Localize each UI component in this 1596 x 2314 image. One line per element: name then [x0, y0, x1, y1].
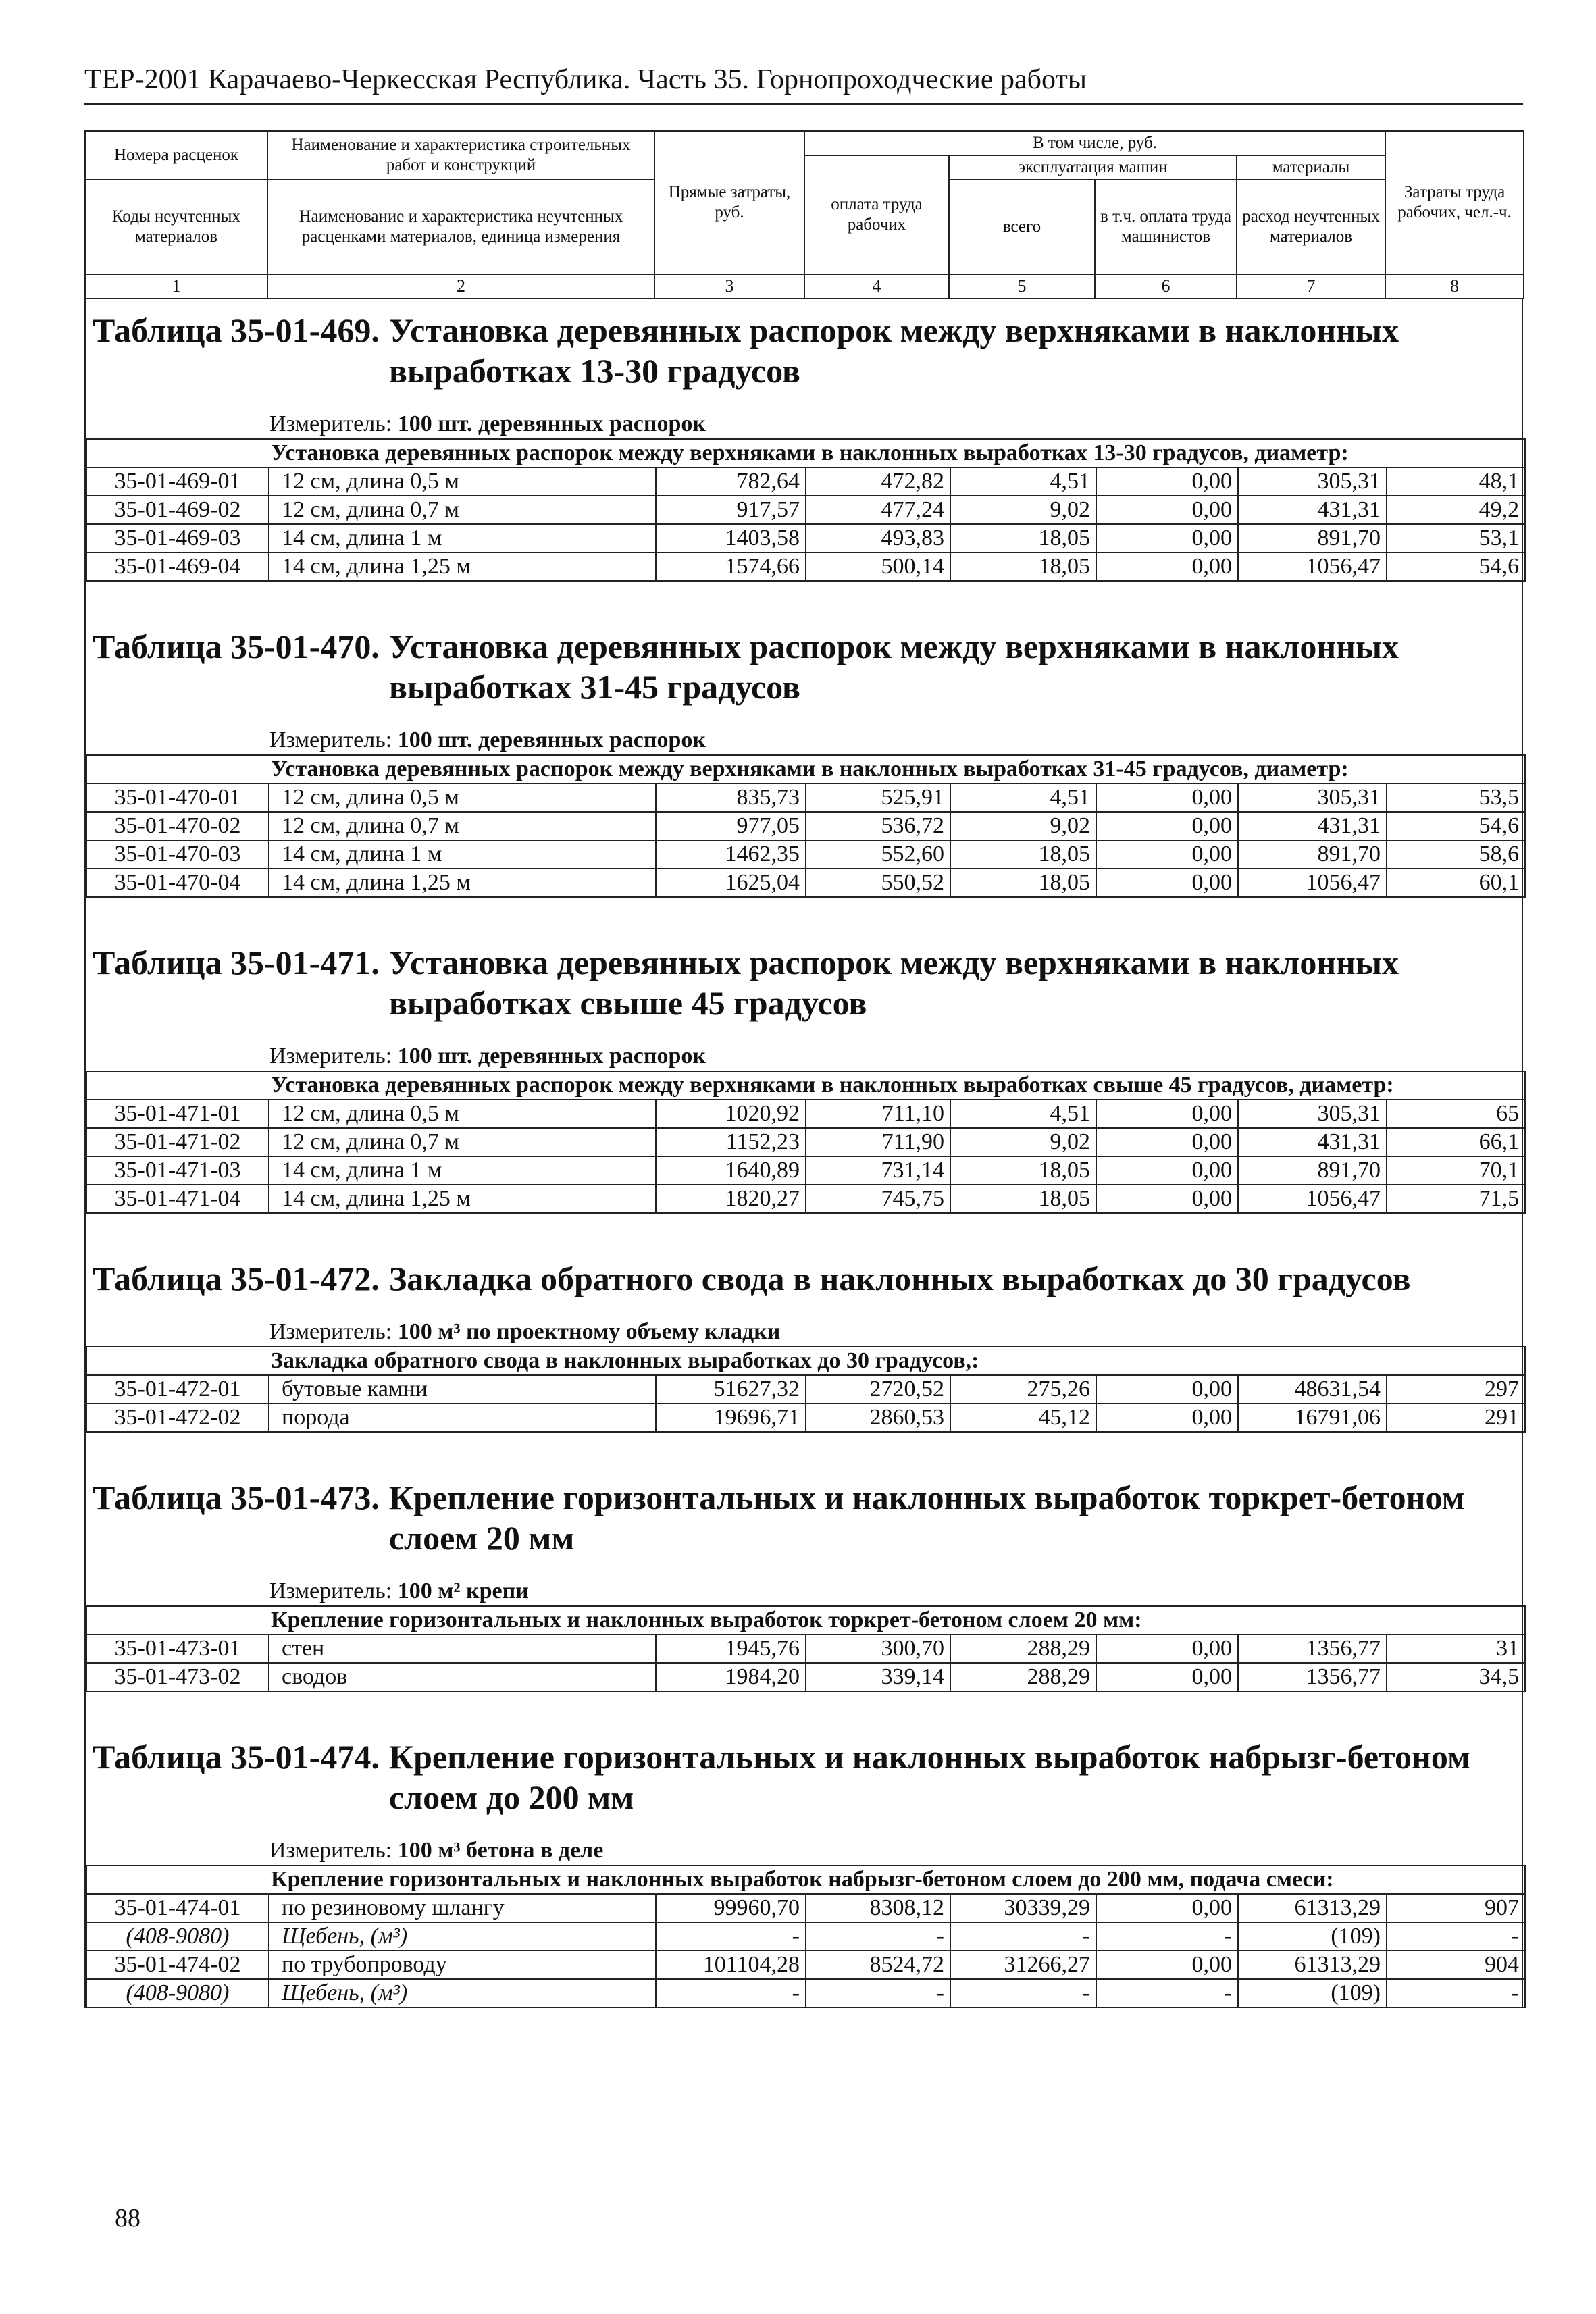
- direct-costs: 1403,58: [656, 524, 806, 552]
- table-number: Таблица 35-01-472.: [93, 1260, 380, 1297]
- materials-cost: 1056,47: [1238, 869, 1387, 897]
- rates-table: [86, 1346, 1526, 1433]
- machines-total: 288,29: [950, 1663, 1096, 1691]
- group-row: [86, 1606, 1525, 1635]
- machinists-wages: 0,00: [1096, 496, 1238, 524]
- measure-line: [86, 1023, 1522, 1071]
- section-spacer: [84, 898, 1523, 931]
- machinists-wages: 0,00: [1096, 1375, 1238, 1404]
- work-name: 14 см, длина 1,25 м: [269, 552, 656, 581]
- rate-code: 35-01-470-01: [86, 783, 269, 812]
- rate-code: 35-01-470-03: [86, 840, 269, 869]
- table-heading: [86, 1248, 1522, 1299]
- machinists-wages: 0,00: [1096, 1894, 1238, 1922]
- labor-hours: 291: [1387, 1404, 1525, 1432]
- machines-total: 18,05: [950, 1156, 1096, 1185]
- rate-code: 35-01-474-02: [86, 1951, 269, 1979]
- direct-costs: -: [656, 1922, 806, 1951]
- machinists-wages: 0,00: [1096, 1663, 1238, 1691]
- group-caption: Установка деревянных распорок между верхняками в наклонных выработках 31-45 градусов, диаметр:: [86, 755, 1525, 783]
- section-spacer: [84, 582, 1523, 615]
- table-number: Таблица 35-01-471.: [93, 944, 380, 981]
- machinists-wages: 0,00: [1096, 467, 1238, 496]
- table-row: [86, 1951, 1525, 1979]
- machinists-wages: 0,00: [1096, 1156, 1238, 1185]
- rates-table: [86, 1605, 1526, 1692]
- labor-hours: 904: [1387, 1951, 1525, 1979]
- group-row: [86, 755, 1525, 783]
- group-caption: Установка деревянных распорок между верхняками в наклонных выработках 13-30 градусов, диаметр:: [86, 439, 1525, 467]
- labor-hours: 60,1: [1387, 869, 1525, 897]
- measure-unit: 100 шт. деревянных распорок: [397, 727, 706, 752]
- section-spacer: [84, 1433, 1523, 1466]
- measure-prefix: Измеритель:: [269, 1578, 398, 1603]
- machines-total: 30339,29: [950, 1894, 1096, 1922]
- measure-unit: 100 шт. деревянных распорок: [397, 411, 706, 436]
- group-caption: Крепление горизонтальных и наклонных выработок набрызг-бетоном слоем до 200 мм, подача смеси:: [86, 1866, 1525, 1894]
- group-caption: Крепление горизонтальных и наклонных выработок торкрет-бетоном слоем 20 мм:: [86, 1606, 1525, 1635]
- labor-hours: 71,5: [1387, 1185, 1525, 1213]
- wages: 8308,12: [806, 1894, 950, 1922]
- column-number: 4: [804, 274, 949, 299]
- header-wages: оплата труда рабочих: [804, 155, 949, 274]
- machinists-wages: 0,00: [1096, 869, 1238, 897]
- column-numbers-row: [85, 274, 1524, 299]
- table-number: Таблица 35-01-474.: [93, 1738, 380, 1776]
- table-number: Таблица 35-01-470.: [93, 627, 380, 665]
- materials-cost: 431,31: [1238, 812, 1387, 840]
- machinists-wages: 0,00: [1096, 524, 1238, 552]
- table-row: [86, 467, 1525, 496]
- direct-costs: 1820,27: [656, 1185, 806, 1213]
- wages: 2720,52: [806, 1375, 950, 1404]
- header-codes-bottom: Коды неучтенных материалов: [85, 180, 267, 274]
- header-incl-group: В том числе, руб.: [804, 131, 1385, 155]
- machines-total: 275,26: [950, 1375, 1096, 1404]
- wages: 550,52: [806, 869, 950, 897]
- machines-total: 18,05: [950, 524, 1096, 552]
- labor-hours: 49,2: [1387, 496, 1525, 524]
- wages: 477,24: [806, 496, 950, 524]
- measure-prefix: Измеритель:: [269, 727, 398, 752]
- header-name-top: Наименование и характеристика строительных работ и конструкций: [267, 131, 654, 180]
- labor-hours: 53,5: [1387, 783, 1525, 812]
- measure-prefix: Измеритель:: [269, 1044, 398, 1069]
- section-spacer: [84, 1214, 1523, 1248]
- group-caption: Установка деревянных распорок между верхняками в наклонных выработках свыше 45 градусов, диаметр:: [86, 1071, 1525, 1100]
- labor-hours: 48,1: [1387, 467, 1525, 496]
- running-head: ТЕР-2001 Карачаево-Черкесская Республика. Часть 35. Горнопроходческие работы: [84, 61, 1523, 105]
- rate-code: 35-01-471-02: [86, 1128, 269, 1156]
- header-machinists-wages: в т.ч. оплата труда машинистов: [1095, 180, 1237, 274]
- direct-costs: 1020,92: [656, 1100, 806, 1128]
- table-row: [86, 1635, 1525, 1663]
- tables-container: [84, 299, 1523, 2008]
- measure-line: [86, 391, 1522, 438]
- machines-total: 4,51: [950, 1100, 1096, 1128]
- work-name: бутовые камни: [269, 1375, 656, 1404]
- column-number: 7: [1237, 274, 1385, 299]
- direct-costs: 101104,28: [656, 1951, 806, 1979]
- machines-total: 18,05: [950, 840, 1096, 869]
- materials-cost: 305,31: [1238, 783, 1387, 812]
- work-name: 14 см, длина 1 м: [269, 524, 656, 552]
- measure-prefix: Измеритель:: [269, 1838, 398, 1863]
- materials-cost: 1356,77: [1238, 1663, 1387, 1691]
- work-name: 14 см, длина 1,25 м: [269, 1185, 656, 1213]
- direct-costs: 99960,70: [656, 1894, 806, 1922]
- page-number: 88: [115, 2204, 140, 2232]
- wages: 300,70: [806, 1635, 950, 1663]
- machines-total: 9,02: [950, 1128, 1096, 1156]
- table-heading: [86, 931, 1522, 1023]
- section-spacer: [84, 1692, 1523, 1726]
- machines-total: -: [950, 1979, 1096, 2007]
- machines-total: 9,02: [950, 496, 1096, 524]
- rate-code: 35-01-469-04: [86, 552, 269, 581]
- column-number: 2: [267, 274, 654, 299]
- work-name: сводов: [269, 1663, 656, 1691]
- rates-table: [86, 754, 1526, 898]
- direct-costs: 1574,66: [656, 552, 806, 581]
- measure-unit: 100 м³ бетона в деле: [397, 1838, 604, 1863]
- wages: 472,82: [806, 467, 950, 496]
- norm-table-section: [84, 1248, 1523, 1433]
- direct-costs: 1462,35: [656, 840, 806, 869]
- machines-total: 31266,27: [950, 1951, 1096, 1979]
- table-row: [86, 1922, 1525, 1951]
- labor-hours: 54,6: [1387, 812, 1525, 840]
- rate-code: 35-01-471-03: [86, 1156, 269, 1185]
- labor-hours: 31: [1387, 1635, 1525, 1663]
- rate-code: 35-01-471-04: [86, 1185, 269, 1213]
- labor-hours: 70,1: [1387, 1156, 1525, 1185]
- table-row: [86, 1404, 1525, 1432]
- table-title: Крепление горизонтальных и наклонных выработок набрызг-бетоном слоем до 200 мм: [388, 1738, 1470, 1816]
- labor-hours: 297: [1387, 1375, 1525, 1404]
- direct-costs: 977,05: [656, 812, 806, 840]
- column-number: 6: [1095, 274, 1237, 299]
- table-row: [86, 1375, 1525, 1404]
- column-number: 3: [654, 274, 804, 299]
- direct-costs: -: [656, 1979, 806, 2007]
- table-row: [86, 1894, 1525, 1922]
- direct-costs: 1625,04: [656, 869, 806, 897]
- materials-cost: 1356,77: [1238, 1635, 1387, 1663]
- machinists-wages: 0,00: [1096, 552, 1238, 581]
- header-machines-total: всего: [949, 180, 1095, 274]
- work-name: по резиновому шлангу: [269, 1894, 656, 1922]
- wages: 339,14: [806, 1663, 950, 1691]
- materials-cost: 891,70: [1238, 840, 1387, 869]
- table-heading: [86, 1726, 1522, 1818]
- column-number: 8: [1385, 274, 1524, 299]
- labor-hours: -: [1387, 1979, 1525, 2007]
- table-row: [86, 524, 1525, 552]
- materials-cost: (109): [1238, 1979, 1387, 2007]
- measure-line: [86, 1558, 1522, 1605]
- measure-line: [86, 707, 1522, 754]
- direct-costs: 835,73: [656, 783, 806, 812]
- header-machines: эксплуатация машин: [949, 155, 1237, 180]
- materials-cost: 48631,54: [1238, 1375, 1387, 1404]
- direct-costs: 51627,32: [656, 1375, 806, 1404]
- rate-code: 35-01-469-01: [86, 467, 269, 496]
- machinists-wages: 0,00: [1096, 1185, 1238, 1213]
- machinists-wages: 0,00: [1096, 812, 1238, 840]
- work-name: по трубопроводу: [269, 1951, 656, 1979]
- machinists-wages: 0,00: [1096, 1128, 1238, 1156]
- machines-total: -: [950, 1922, 1096, 1951]
- labor-hours: -: [1387, 1922, 1525, 1951]
- table-row: [86, 1128, 1525, 1156]
- wages: 731,14: [806, 1156, 950, 1185]
- work-name: стен: [269, 1635, 656, 1663]
- measure-line: [86, 1299, 1522, 1346]
- norm-table-section: [84, 931, 1523, 1214]
- norm-table-section: [84, 1466, 1523, 1692]
- work-name: порода: [269, 1404, 656, 1432]
- measure-unit: 100 м³ по проектному объему кладки: [397, 1319, 781, 1344]
- table-row: [86, 869, 1525, 897]
- direct-costs: 782,64: [656, 467, 806, 496]
- table-title: Крепление горизонтальных и наклонных выработок торкрет-бетоном слоем 20 мм: [388, 1479, 1465, 1557]
- wages: 525,91: [806, 783, 950, 812]
- column-number: 5: [949, 274, 1095, 299]
- labor-hours: 58,6: [1387, 840, 1525, 869]
- wages: -: [806, 1979, 950, 2007]
- work-name: 12 см, длина 0,7 м: [269, 812, 656, 840]
- work-name: 12 см, длина 0,5 м: [269, 1100, 656, 1128]
- group-row: [86, 1866, 1525, 1894]
- materials-cost: 1056,47: [1238, 1185, 1387, 1213]
- measure-line: [86, 1818, 1522, 1865]
- group-row: [86, 439, 1525, 467]
- machines-total: 18,05: [950, 1185, 1096, 1213]
- table-row: [86, 1100, 1525, 1128]
- work-name: 12 см, длина 0,5 м: [269, 783, 656, 812]
- rate-code: 35-01-469-03: [86, 524, 269, 552]
- measure-unit: 100 м² крепи: [397, 1578, 529, 1603]
- labor-hours: 65: [1387, 1100, 1525, 1128]
- materials-cost: 431,31: [1238, 496, 1387, 524]
- materials-cost: 305,31: [1238, 1100, 1387, 1128]
- table-number: Таблица 35-01-469.: [93, 311, 380, 349]
- rates-table: [86, 1865, 1526, 2008]
- work-name: 12 см, длина 0,7 м: [269, 496, 656, 524]
- direct-costs: 1945,76: [656, 1635, 806, 1663]
- wages: 711,90: [806, 1128, 950, 1156]
- rates-table: [86, 1071, 1526, 1214]
- machines-total: 4,51: [950, 783, 1096, 812]
- header-unaccounted-materials: расход неучтенных материалов: [1237, 180, 1385, 274]
- table-title: Закладка обратного свода в наклонных выработках до 30 градусов: [388, 1260, 1411, 1297]
- header-labor: Затраты труда рабочих, чел.-ч.: [1385, 131, 1524, 274]
- rates-table: [86, 438, 1526, 582]
- rate-code: 35-01-472-02: [86, 1404, 269, 1432]
- materials-cost: 16791,06: [1238, 1404, 1387, 1432]
- rate-code: 35-01-472-01: [86, 1375, 269, 1404]
- machinists-wages: -: [1096, 1922, 1238, 1951]
- table-heading: [86, 615, 1522, 707]
- materials-cost: 305,31: [1238, 467, 1387, 496]
- table-row: [86, 552, 1525, 581]
- table-title: Установка деревянных распорок между верхняками в наклонных выработках 13-30 градусов: [388, 311, 1399, 390]
- work-name: Щебень, (м³): [269, 1922, 656, 1951]
- table-row: [86, 496, 1525, 524]
- direct-costs: 19696,71: [656, 1404, 806, 1432]
- norm-table-section: [84, 1726, 1523, 2008]
- machinists-wages: 0,00: [1096, 1404, 1238, 1432]
- labor-hours: 53,1: [1387, 524, 1525, 552]
- machinists-wages: 0,00: [1096, 1100, 1238, 1128]
- labor-hours: 907: [1387, 1894, 1525, 1922]
- direct-costs: 1984,20: [656, 1663, 806, 1691]
- work-name: 14 см, длина 1 м: [269, 1156, 656, 1185]
- direct-costs: 1640,89: [656, 1156, 806, 1185]
- wages: 536,72: [806, 812, 950, 840]
- measure-prefix: Измеритель:: [269, 1319, 398, 1344]
- wages: 500,14: [806, 552, 950, 581]
- measure-prefix: Измеритель:: [269, 411, 398, 436]
- rate-code: (408-9080): [86, 1979, 269, 2007]
- materials-cost: (109): [1238, 1922, 1387, 1951]
- labor-hours: 66,1: [1387, 1128, 1525, 1156]
- materials-cost: 1056,47: [1238, 552, 1387, 581]
- direct-costs: 1152,23: [656, 1128, 806, 1156]
- machinists-wages: 0,00: [1096, 1951, 1238, 1979]
- machines-total: 288,29: [950, 1635, 1096, 1663]
- table-row: [86, 840, 1525, 869]
- wages: -: [806, 1922, 950, 1951]
- group-row: [86, 1347, 1525, 1375]
- work-name: 14 см, длина 1 м: [269, 840, 656, 869]
- table-row: [86, 783, 1525, 812]
- wages: 745,75: [806, 1185, 950, 1213]
- materials-cost: 61313,29: [1238, 1951, 1387, 1979]
- wages: 8524,72: [806, 1951, 950, 1979]
- group-row: [86, 1071, 1525, 1100]
- materials-cost: 891,70: [1238, 1156, 1387, 1185]
- rate-code: 35-01-473-02: [86, 1663, 269, 1691]
- header-direct-costs: Прямые затраты, руб.: [654, 131, 804, 274]
- table-heading: [86, 1466, 1522, 1558]
- column-header-table: [84, 130, 1524, 299]
- work-name: 12 см, длина 0,5 м: [269, 467, 656, 496]
- header-materials: материалы: [1237, 155, 1385, 180]
- table-number: Таблица 35-01-473.: [93, 1479, 380, 1516]
- table-title: Установка деревянных распорок между верхняками в наклонных выработках свыше 45 градусов: [388, 944, 1399, 1022]
- column-number: 1: [85, 274, 267, 299]
- machines-total: 4,51: [950, 467, 1096, 496]
- table-row: [86, 1979, 1525, 2007]
- table-title: Установка деревянных распорок между верхняками в наклонных выработках 31-45 градусов: [388, 627, 1399, 706]
- machinists-wages: 0,00: [1096, 840, 1238, 869]
- machinists-wages: -: [1096, 1979, 1238, 2007]
- norm-table-section: [84, 299, 1523, 582]
- wages: 552,60: [806, 840, 950, 869]
- labor-hours: 54,6: [1387, 552, 1525, 581]
- rate-code: 35-01-470-02: [86, 812, 269, 840]
- materials-cost: 61313,29: [1238, 1894, 1387, 1922]
- header-codes-top: Номера расценок: [85, 131, 267, 180]
- wages: 711,10: [806, 1100, 950, 1128]
- table-row: [86, 1663, 1525, 1691]
- machines-total: 18,05: [950, 869, 1096, 897]
- table-row: [86, 812, 1525, 840]
- materials-cost: 431,31: [1238, 1128, 1387, 1156]
- work-name: 12 см, длина 0,7 м: [269, 1128, 656, 1156]
- header-name-bottom: Наименование и характеристика неучтенных расценками материалов, единица измерения: [267, 180, 654, 274]
- machines-total: 45,12: [950, 1404, 1096, 1432]
- table-row: [86, 1185, 1525, 1213]
- materials-cost: 891,70: [1238, 524, 1387, 552]
- page: [84, 61, 1523, 2008]
- direct-costs: 917,57: [656, 496, 806, 524]
- rate-code: 35-01-469-02: [86, 496, 269, 524]
- wages: 2860,53: [806, 1404, 950, 1432]
- work-name: Щебень, (м³): [269, 1979, 656, 2007]
- rate-code: (408-9080): [86, 1922, 269, 1951]
- group-caption: Закладка обратного свода в наклонных выработках до 30 градусов,:: [86, 1347, 1525, 1375]
- measure-unit: 100 шт. деревянных распорок: [397, 1044, 706, 1069]
- machines-total: 9,02: [950, 812, 1096, 840]
- machines-total: 18,05: [950, 552, 1096, 581]
- rate-code: 35-01-471-01: [86, 1100, 269, 1128]
- work-name: 14 см, длина 1,25 м: [269, 869, 656, 897]
- rate-code: 35-01-473-01: [86, 1635, 269, 1663]
- labor-hours: 34,5: [1387, 1663, 1525, 1691]
- norm-table-section: [84, 615, 1523, 898]
- wages: 493,83: [806, 524, 950, 552]
- table-heading: [86, 299, 1522, 391]
- rate-code: 35-01-470-04: [86, 869, 269, 897]
- machinists-wages: 0,00: [1096, 1635, 1238, 1663]
- rate-code: 35-01-474-01: [86, 1894, 269, 1922]
- machinists-wages: 0,00: [1096, 783, 1238, 812]
- table-row: [86, 1156, 1525, 1185]
